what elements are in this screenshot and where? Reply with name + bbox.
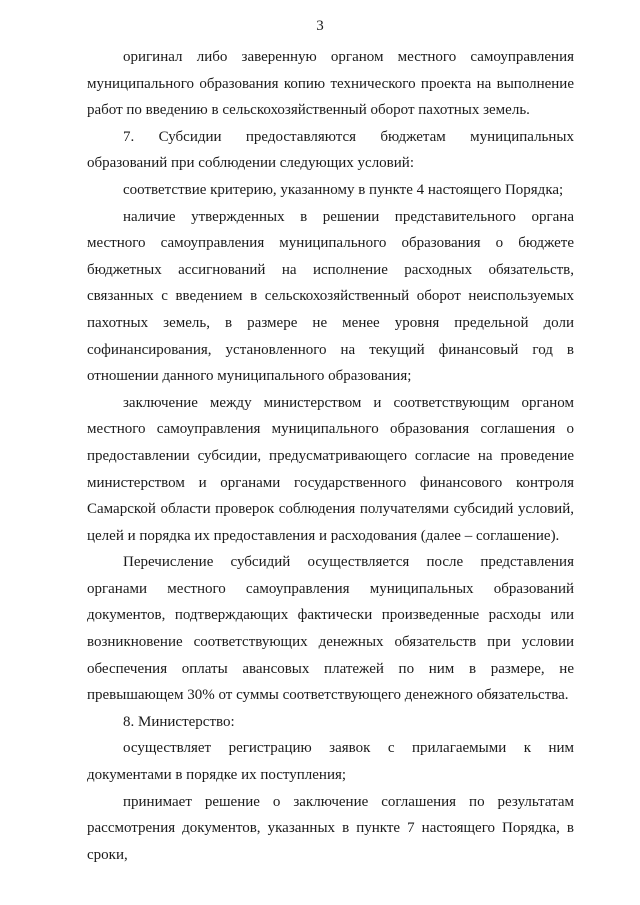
paragraph: соответствие критерию, указанному в пункте 4 настоящего Порядка; (123, 181, 564, 198)
section-heading: 8. Министерство: (123, 713, 235, 730)
document-body (87, 44, 574, 868)
paragraph: заключение между министерством и соответствующим органом местного самоуправления муниципального образования соглашения о предоставлении субсидии, предусматривающего согласие на проведение министерством и органами государственного финансового контроля Самарской области проверок соблюдения получателями субсидий условий, целей и порядка их предоставления и расходования (далее – соглашение). (87, 394, 574, 544)
paragraph: Перечисление субсидий осуществляется после представления органами местного самоуправления муниципальных образований документов, подтверждающих фактически произведенные расходы или возникновение соответствующих денежных обязательств при условии обеспечения оплаты авансовых платежей по ним в размере, не превышающем 30% от суммы соответствующего денежного обязательства. (87, 554, 574, 704)
paragraph: осуществляет регистрацию заявок с прилагаемыми к ним документами в порядке их поступления; (87, 740, 574, 784)
page-number: 3 (316, 18, 324, 34)
paragraph: наличие утвержденных в решении представительного органа местного самоуправления муниципального образования о бюджете бюджетных ассигнований на исполнение расходных обязательств, связанных с введением в сельскохозяйственный оборот неиспользуемых пахотных земель, в размере не менее уровня предельной доли софинансирования, установленного на текущий финансовый год в отношении данного муниципального образования; (87, 208, 574, 385)
paragraph: 7. Субсидии предоставляются бюджетам муниципальных образований при соблюдении следующих условий: (87, 128, 574, 172)
paragraph: оригинал либо заверенную органом местного самоуправления муниципального образования копию технического проекта на выполнение работ по введению в сельскохозяйственный оборот пахотных земель. (87, 49, 574, 119)
paragraph: принимает решение о заключение соглашения по результатам рассмотрения документов, указанных в пункте 7 настоящего Порядка, в сроки, (87, 793, 574, 863)
